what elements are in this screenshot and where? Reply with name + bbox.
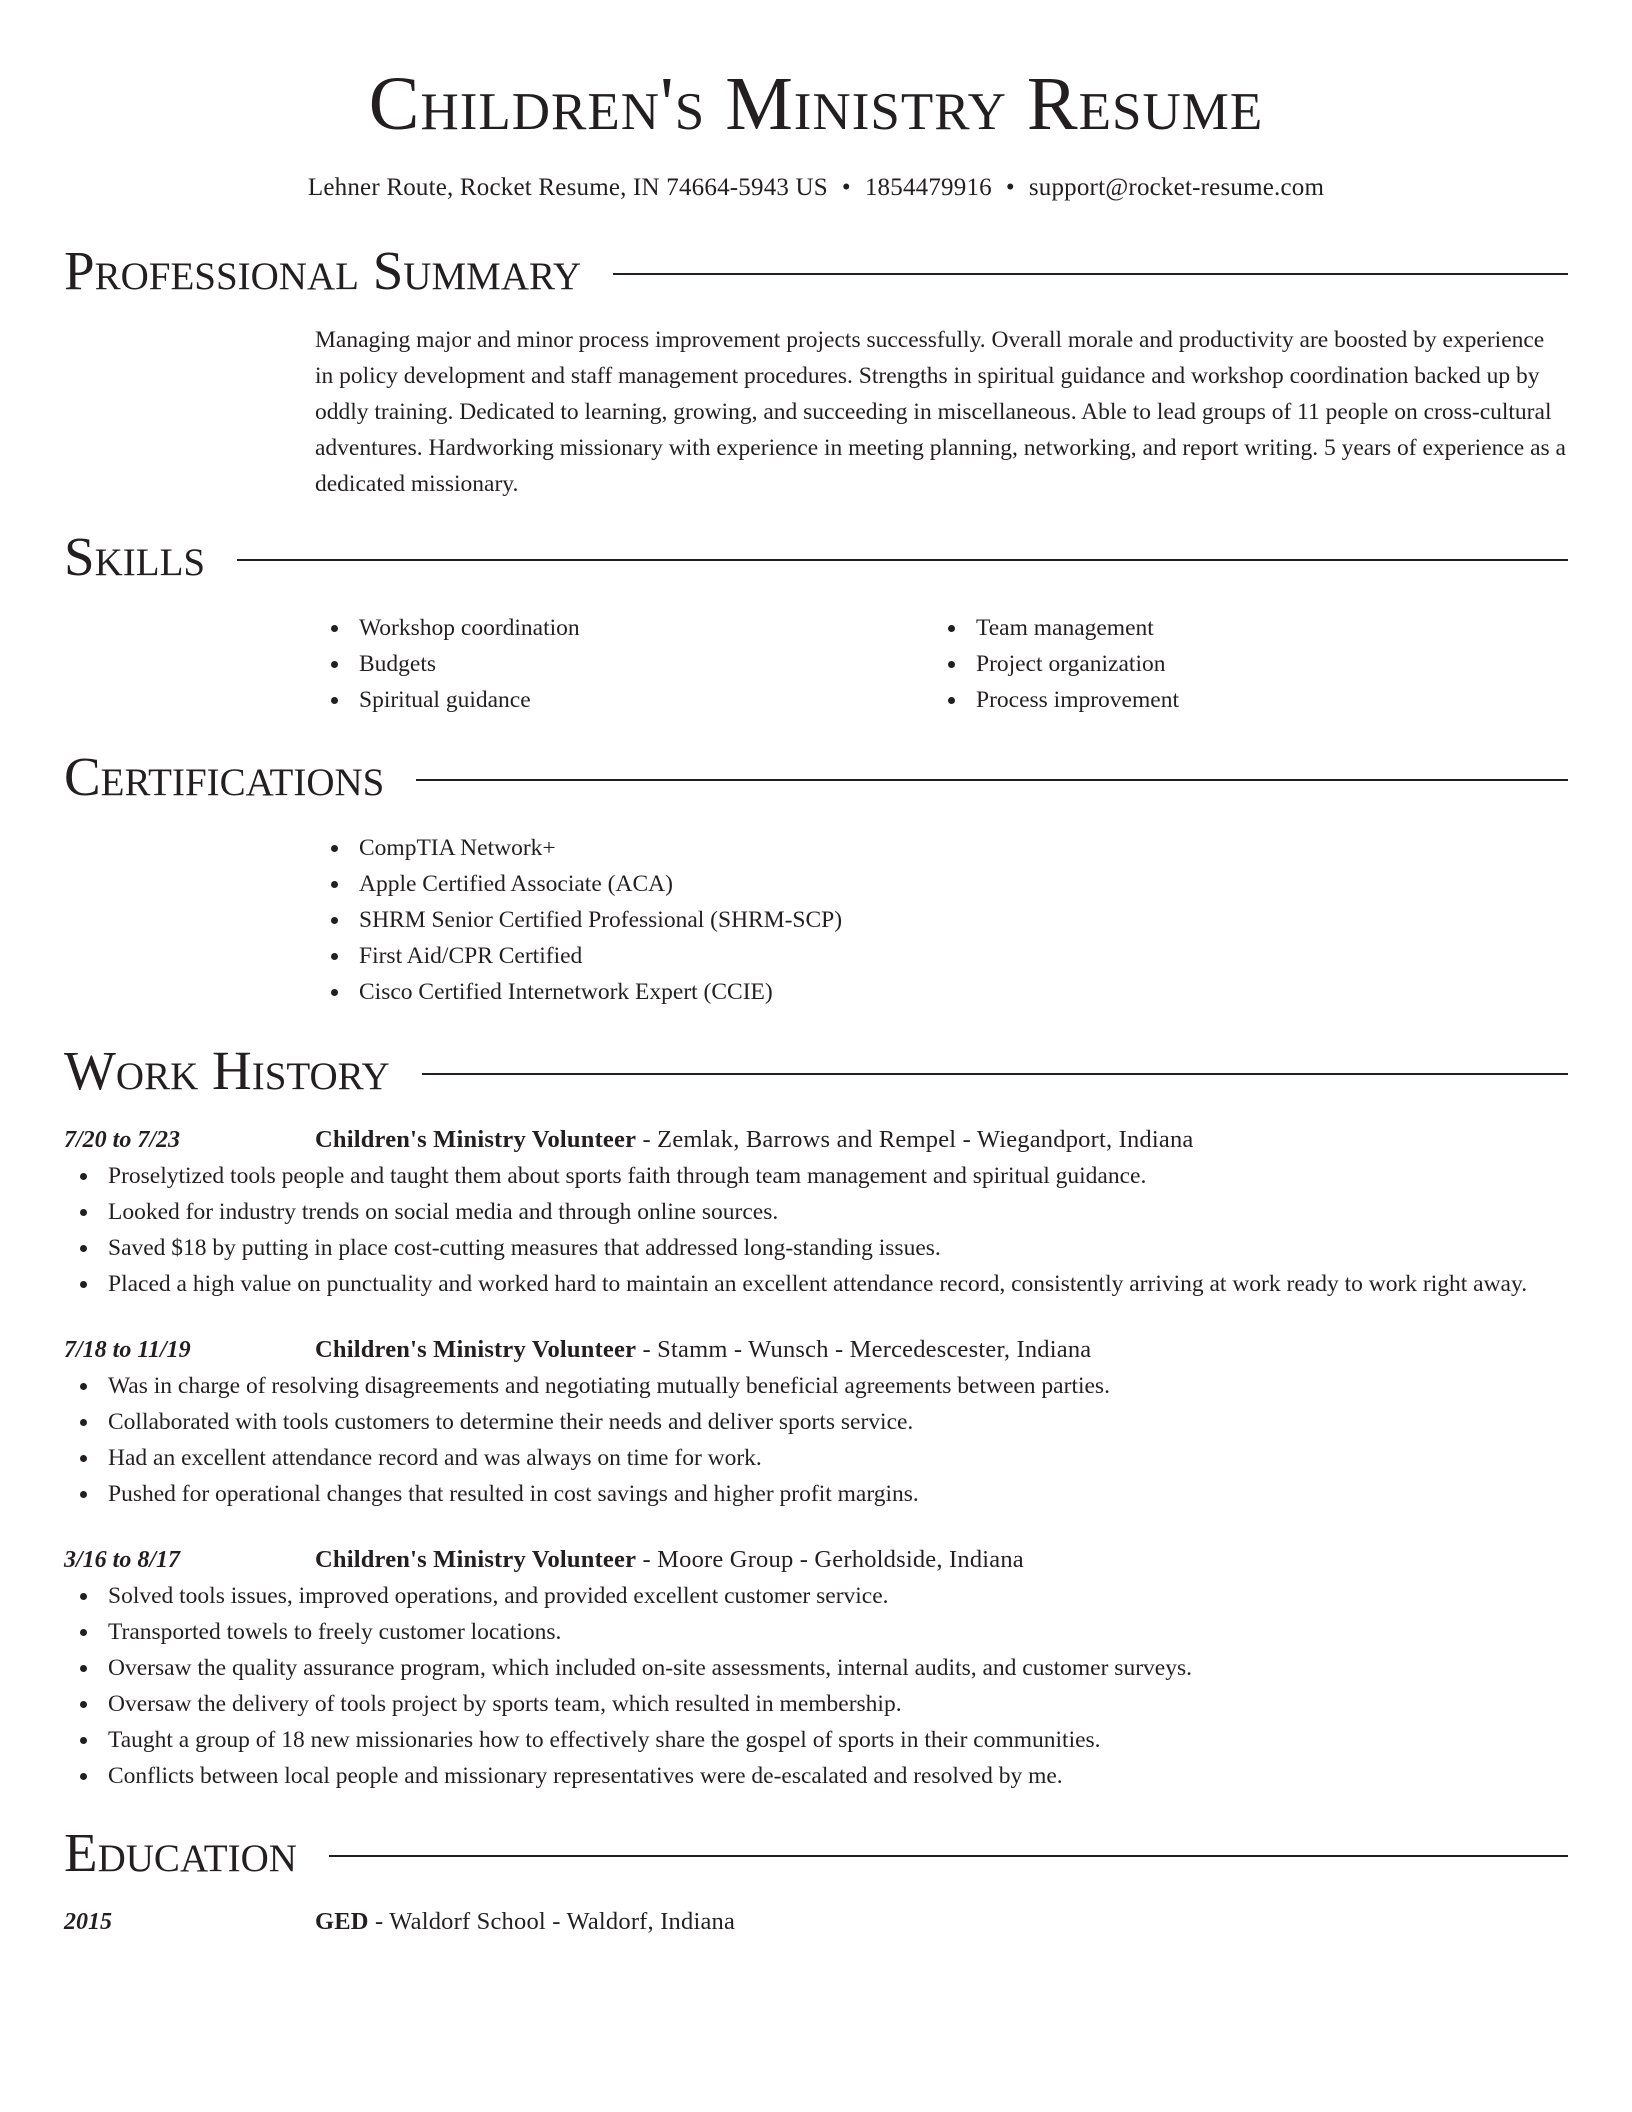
job-details: - Zemlak, Barrows and Rempel - Wiegandport, Indiana (636, 1126, 1194, 1153)
education-degree: GED (315, 1908, 369, 1935)
summary-body (315, 322, 1568, 502)
job-bullet: Solved tools issues, improved operations, and provided excellent customer service. (64, 1578, 1568, 1614)
job-bullet: Proselytized tools people and taught them about sports faith through team management and spiritual guidance. (64, 1158, 1568, 1194)
contact-email[interactable]: support@rocket-resume.com (1028, 174, 1325, 201)
education-year: 2015 (64, 1909, 112, 1935)
skills-section-header (64, 526, 1568, 588)
job-role: Children's Ministry Volunteer (315, 1126, 637, 1153)
certification-item: SHRM Senior Certified Professional (SHRM-SCP) (315, 902, 1568, 938)
job-details: - Stamm - Wunsch - Mercedescester, Indiana (636, 1336, 1092, 1363)
skill-item: Project organization (932, 646, 1549, 682)
job-details: - Moore Group - Gerholdside, Indiana (636, 1546, 1024, 1573)
job-role: Children's Ministry Volunteer (315, 1546, 637, 1573)
skill-item: Spiritual guidance (315, 682, 932, 718)
skill-item: Workshop coordination (315, 610, 932, 646)
job-heading (315, 1542, 1024, 1578)
job-bullet: Saved $18 by putting in place cost-cutting measures that addressed long-standing issues. (64, 1230, 1568, 1266)
job-role: Children's Ministry Volunteer (315, 1336, 637, 1363)
education-entry (64, 1904, 1568, 1940)
job-bullet: Had an excellent attendance record and was always on time for work. (64, 1440, 1568, 1476)
resume-title: Children's Ministry Resume (368, 62, 1264, 146)
job-bullet: Collaborated with tools customers to determine their needs and deliver sports service. (64, 1404, 1568, 1440)
contact-phone: 1854479916 (864, 174, 992, 201)
job-bullet: Oversaw the quality assurance program, which included on-site assessments, internal audits, and customer surveys. (64, 1650, 1568, 1686)
section-divider (416, 779, 1568, 781)
job-bullet: Conflicts between local people and missionary representatives were de-escalated and resolved by me. (64, 1758, 1568, 1794)
contact-address: Lehner Route, Rocket Resume, IN 74664-5943 US (307, 174, 828, 201)
certification-item: CompTIA Network+ (315, 830, 1568, 866)
summary-section-header (64, 240, 1568, 302)
section-divider (237, 559, 1568, 561)
skills-column-right (932, 610, 1549, 718)
summary-title: Professional Summary (64, 240, 582, 301)
certification-item: Cisco Certified Internetwork Expert (CCIE) (315, 974, 1568, 1010)
skills-list (315, 610, 1568, 718)
job-bullet: Was in charge of resolving disagreements and negotiating mutually beneficial agreements between parties. (64, 1368, 1568, 1404)
job-bullet: Placed a high value on punctuality and worked hard to maintain an excellent attendance record, consistently arriving at work ready to work right away. (64, 1266, 1568, 1302)
job-bullets (64, 1578, 1568, 1794)
job-bullet: Taught a group of 18 new missionaries how to effectively share the gospel of sports in their communities. (64, 1722, 1568, 1758)
job-entry (64, 1332, 1568, 1512)
skills-column-left (315, 610, 932, 718)
job-dates: 7/18 to 11/19 (64, 1337, 191, 1363)
job-bullets (64, 1158, 1568, 1302)
skill-item: Team management (932, 610, 1549, 646)
certifications-title: Certifications (64, 746, 385, 807)
contact-separator: • (841, 174, 851, 201)
job-dates: 3/16 to 8/17 (64, 1547, 181, 1573)
job-entry (64, 1122, 1568, 1302)
contact-separator: • (1005, 174, 1015, 201)
section-divider (422, 1073, 1568, 1075)
job-bullet: Transported towels to freely customer locations. (64, 1614, 1568, 1650)
job-heading (315, 1122, 1193, 1158)
job-bullets (64, 1368, 1568, 1512)
section-divider (613, 273, 1568, 275)
work-section-header (64, 1040, 1568, 1102)
skill-item: Budgets (315, 646, 932, 682)
certification-item: Apple Certified Associate (ACA) (315, 866, 1568, 902)
job-entry (64, 1542, 1568, 1794)
education-heading (315, 1904, 735, 1940)
job-dates: 7/20 to 7/23 (64, 1127, 181, 1153)
education-title: Education (64, 1822, 297, 1883)
job-heading (315, 1332, 1091, 1368)
education-section-header (64, 1822, 1568, 1884)
skill-item: Process improvement (932, 682, 1549, 718)
job-bullet: Pushed for operational changes that resulted in cost savings and higher profit margins. (64, 1476, 1568, 1512)
job-bullet: Looked for industry trends on social media and through online sources. (64, 1194, 1568, 1230)
skills-title: Skills (64, 526, 206, 587)
education-details: - Waldorf School - Waldorf, Indiana (368, 1908, 736, 1935)
work-title: Work History (64, 1040, 390, 1101)
contact-line (64, 172, 1568, 204)
certification-item: First Aid/CPR Certified (315, 938, 1568, 974)
certifications-list (315, 830, 1568, 1010)
certifications-section-header (64, 746, 1568, 808)
resume-page (64, 0, 1568, 1940)
summary-text: Managing major and minor process improvement projects successfully. Overall morale and productivity are boosted by experience in policy development and staff management procedures. Strengths in spiritual guidance and workshop coordination backed up by oddly training. Dedicated to learning, growing, and succeeding in miscellaneous. Able to lead groups of 11 people on cross-cultural adventures. Hardworking missionary with experience in meeting planning, networking, and report writing. 5 years of experience as a dedicated missionary. (315, 327, 1566, 497)
certifications-body (315, 830, 1568, 1010)
section-divider (329, 1855, 1568, 1857)
job-bullet: Oversaw the delivery of tools project by sports team, which resulted in membership. (64, 1686, 1568, 1722)
